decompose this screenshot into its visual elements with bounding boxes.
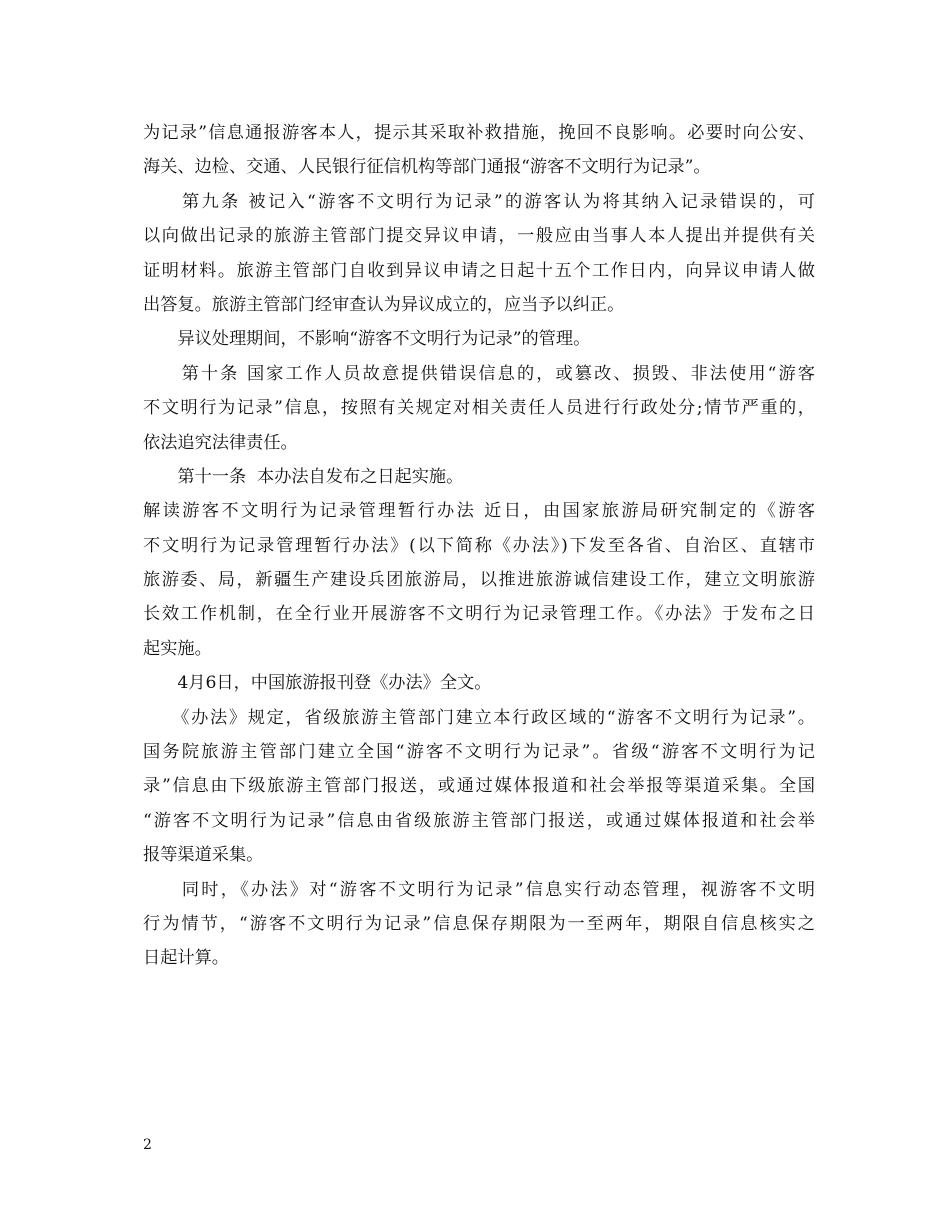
text-line: 以向做出记录的旅游主管部门提交异议申请，一般应由当事人本人提出并提供有关 (143, 226, 815, 247)
text-line: 解读游客不文明行为记录管理暂行办法 近日，由国家旅游局研究制定的《游客 (143, 501, 815, 522)
text-line: 不文明行为记录管理暂行办法》(以下简称《办法》)下发至各省、自治区、直辖市 (143, 535, 815, 556)
text-line: 长效工作机制，在全行业开展游客不文明行为记录管理工作。《办法》于发布之日 (143, 604, 815, 625)
text-line: 报等渠道采集。 (143, 845, 264, 866)
text-line: 依法追究法律责任。 (143, 432, 298, 453)
text-line: 起实施。 (143, 638, 212, 659)
text-line: 《办法》规定，省级旅游主管部门建立本行政区域的“游客不文明行为记录”。 (143, 707, 815, 728)
text-line: 行为情节，“游客不文明行为记录”信息保存期限为一至两年，期限自信息核实之 (143, 913, 815, 934)
text-line: 第十一条 本办法自发布之日起实施。 (143, 466, 464, 487)
text-line: 异议处理期间，不影响“游客不文明行为记录”的管理。 (143, 329, 591, 350)
text-line: 不文明行为记录”信息，按照有关规定对相关责任人员进行行政处分;情节严重的， (143, 398, 815, 419)
text-line: 同时，《办法》对“游客不文明行为记录”信息实行动态管理，视游客不文明 (143, 879, 815, 900)
text-line: 录”信息由下级旅游主管部门报送，或通过媒体报道和社会举报等渠道采集。全国 (143, 776, 815, 797)
body-text (143, 116, 815, 976)
text-line: “游客不文明行为记录”信息由省级旅游主管部门报送，或通过媒体报道和社会举 (143, 810, 815, 831)
page-number: 2 (143, 1137, 152, 1153)
text-line: 国务院旅游主管部门建立全国“游客不文明行为记录”。省级“游客不文明行为记 (143, 742, 815, 763)
text-line: 日起计算。 (143, 948, 229, 969)
text-line: 证明材料。旅游主管部门自收到异议申请之日起十五个工作日内，向异议申请人做 (143, 260, 815, 281)
text-line: 第九条 被记入“游客不文明行为记录”的游客认为将其纳入记录错误的，可 (143, 191, 815, 212)
text-line: 第十条 国家工作人员故意提供错误信息的，或篡改、损毁、非法使用“游客 (143, 363, 815, 384)
text-line: 为记录”信息通报游客本人，提示其采取补救措施，挽回不良影响。必要时向公安、 (143, 123, 815, 143)
text-line: 海关、边检、交通、人民银行征信机构等部门通报“游客不文明行为记录”。 (143, 157, 711, 178)
text-line: 旅游委、局，新疆生产建设兵团旅游局，以推进旅游诚信建设工作，建立文明旅游 (143, 570, 815, 591)
text-line: 4月6日，中国旅游报刊登《办法》全文。 (143, 673, 492, 694)
text-line: 出答复。旅游主管部门经审查认为异议成立的，应当予以纠正。 (143, 294, 625, 315)
